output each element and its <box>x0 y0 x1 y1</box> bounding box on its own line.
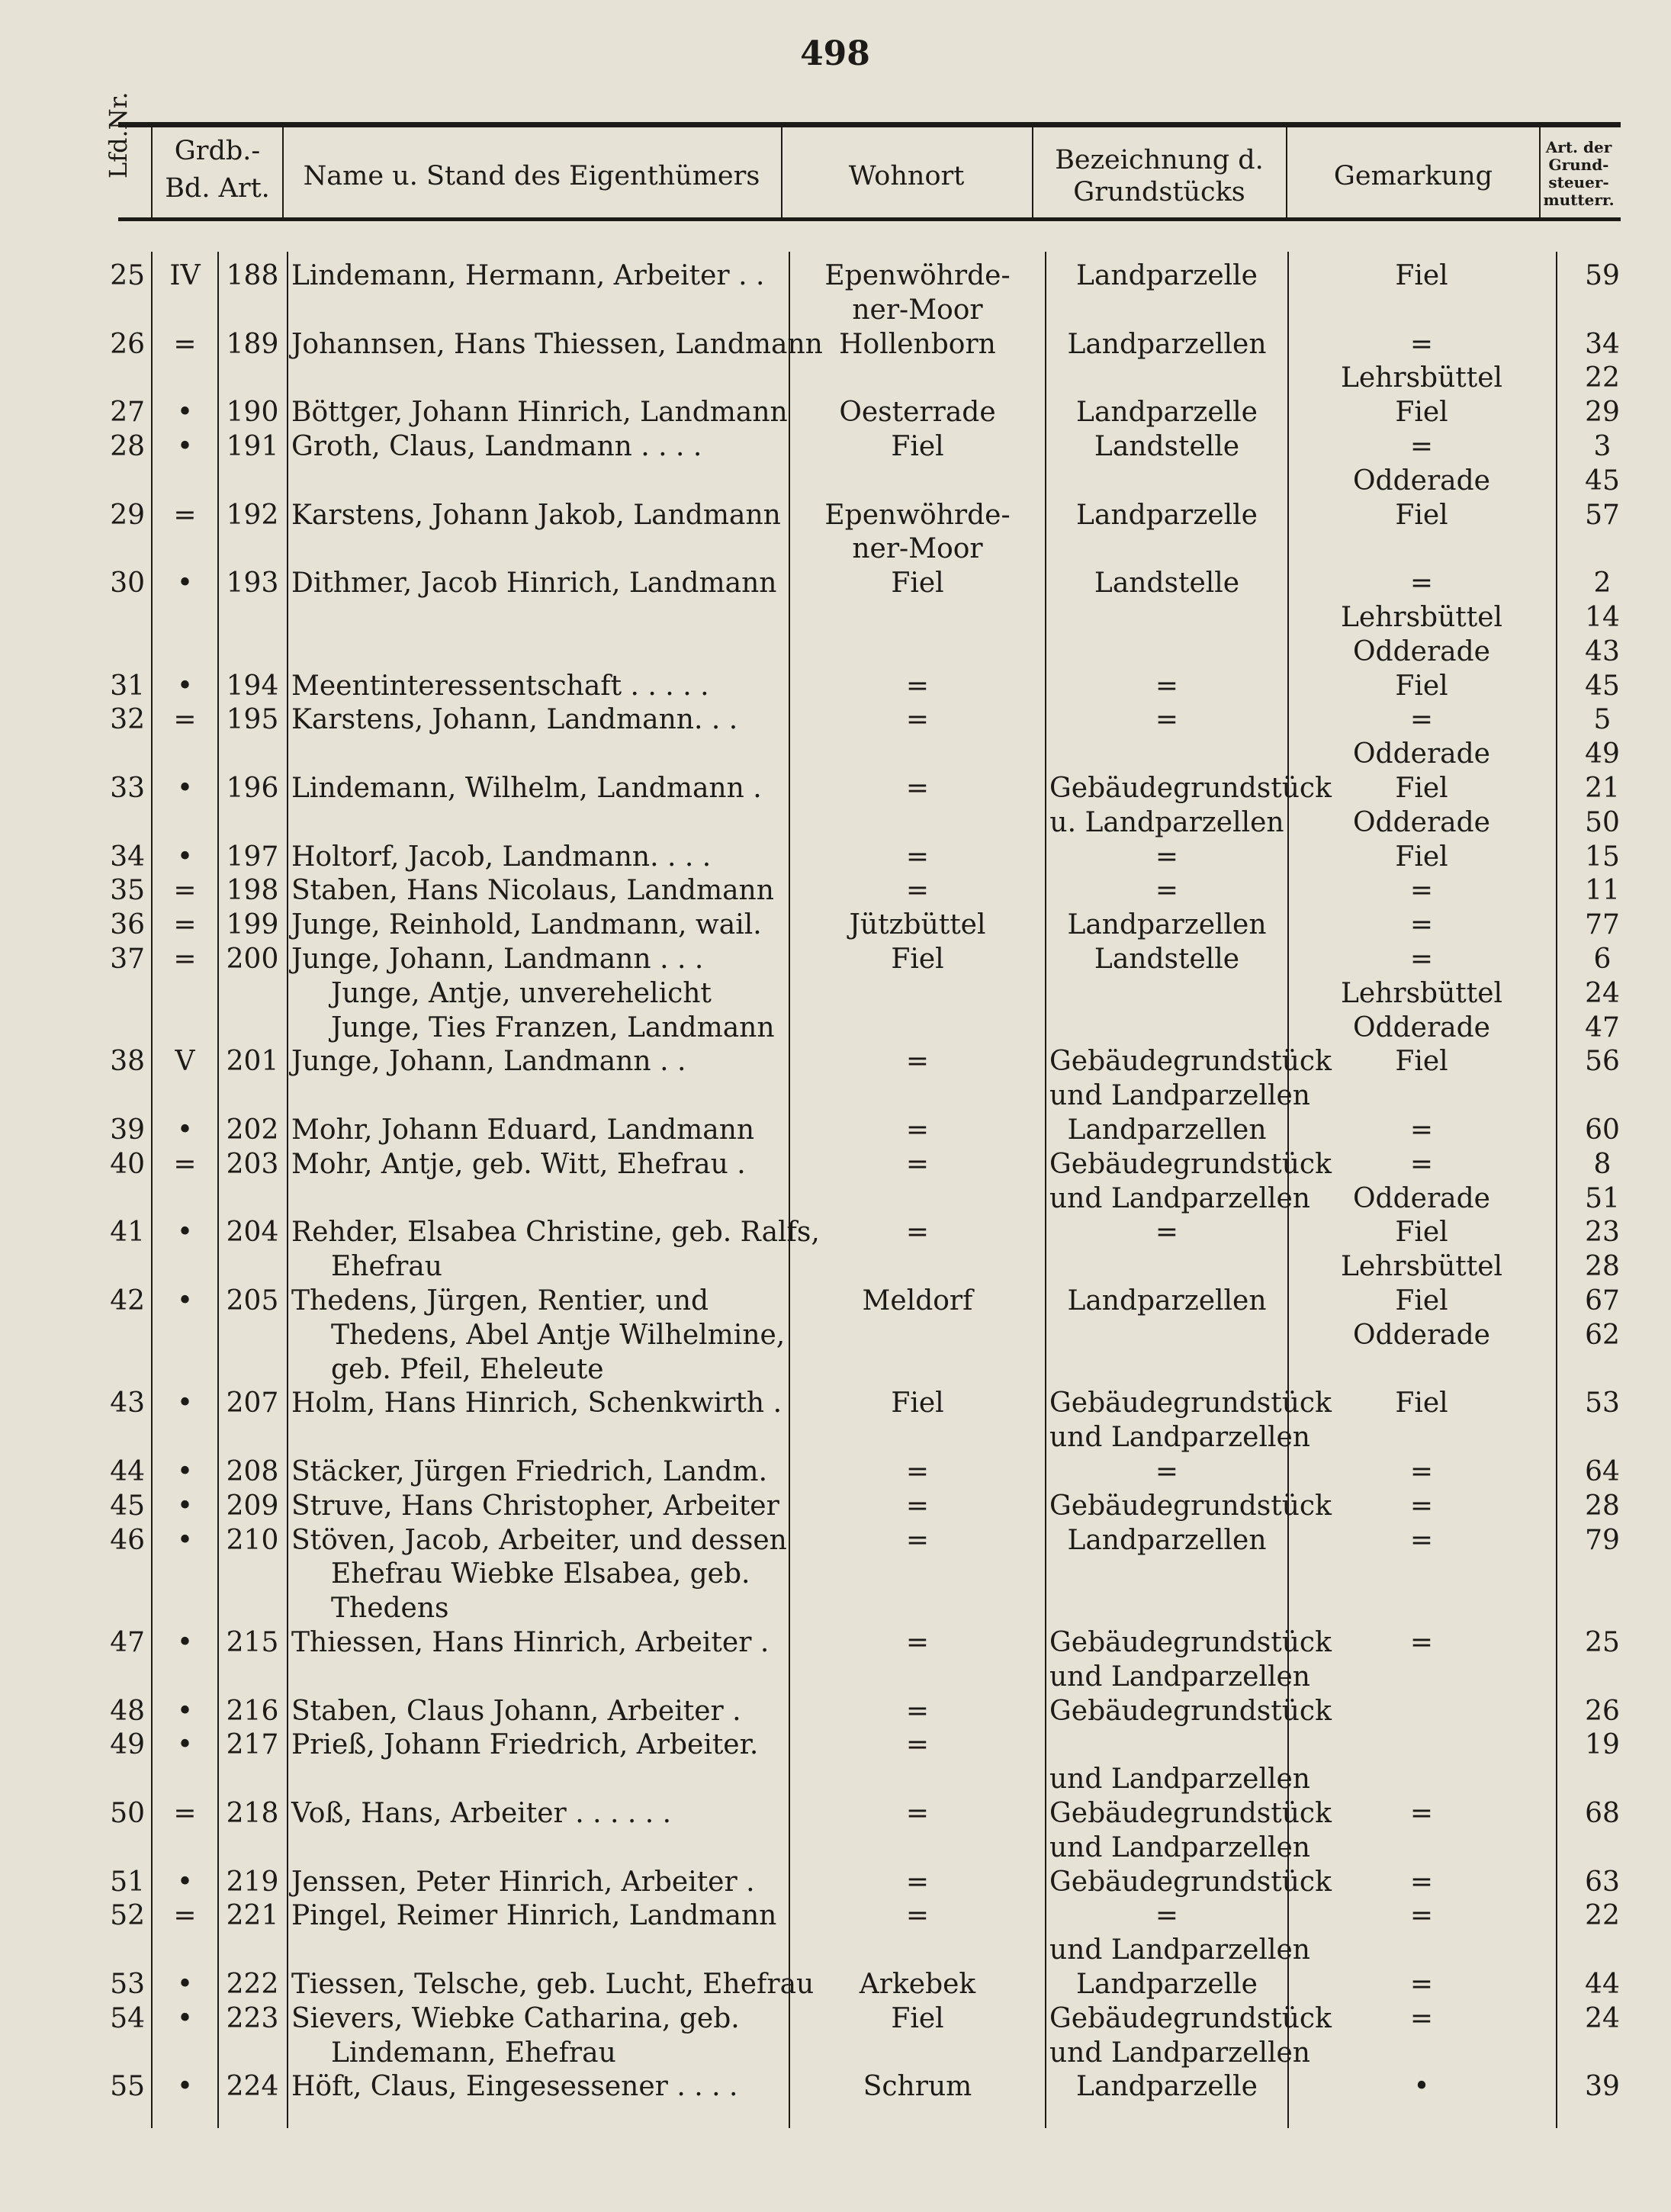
cell-mutterrolle: 19 <box>1585 1729 1620 1761</box>
cell-bezeichnung: Gebäudegrundstück <box>1049 773 1332 804</box>
cell-bezeichnung: und Landparzellen <box>1049 1422 1310 1454</box>
header-bd-art: Bd. Art. <box>165 173 270 204</box>
cell-owner-name: Ehefrau Wiebke Elsabea, geb. <box>331 1558 750 1590</box>
cell-wohnort: Fiel <box>891 567 944 600</box>
header-wohnort: Wohnort <box>848 160 965 191</box>
cell-owner-name: Thiessen, Hans Hinrich, Arbeiter . <box>291 1627 770 1658</box>
cell-gemarkung: = <box>1409 2002 1434 2034</box>
cell-mutterrolle: 64 <box>1585 1456 1620 1487</box>
cell-bezeichnung: Landparzelle <box>1076 260 1258 291</box>
cell-band: IV <box>169 260 201 291</box>
cell-mutterrolle: 60 <box>1585 1114 1620 1146</box>
cell-band: = <box>173 909 197 941</box>
cell-owner-name: Prieß, Johann Friedrich, Arbeiter. <box>291 1729 759 1761</box>
cell-lfd-nr: 34 <box>110 841 145 873</box>
cell-artikel: 224 <box>226 2071 279 2103</box>
cell-mutterrolle: 56 <box>1585 1046 1620 1078</box>
cell-owner-name: Junge, Ties Franzen, Landmann <box>331 1011 775 1043</box>
cell-artikel: 222 <box>226 1969 279 2000</box>
cell-lfd-nr: 44 <box>110 1456 145 1487</box>
cell-artikel: 207 <box>226 1387 279 1419</box>
cell-bezeichnung: Landparzellen <box>1067 328 1267 360</box>
cell-artikel: 202 <box>226 1114 279 1146</box>
cell-bezeichnung: Landparzellen <box>1067 1285 1267 1317</box>
cell-artikel: 189 <box>226 328 279 360</box>
cell-bezeichnung: und Landparzellen <box>1049 1080 1310 1112</box>
cell-wohnort: = <box>905 1456 930 1487</box>
cell-gemarkung: = <box>1409 1524 1434 1556</box>
cell-wohnort: = <box>905 1114 930 1146</box>
cell-mutterrolle: 2 <box>1593 567 1612 600</box>
cell-owner-name: Lindemann, Ehefrau <box>331 2037 616 2069</box>
cell-band: = <box>173 499 197 531</box>
cell-mutterrolle: 5 <box>1593 704 1612 736</box>
cell-wohnort: = <box>905 1729 930 1761</box>
cell-mutterrolle: 22 <box>1585 362 1620 394</box>
cell-lfd-nr: 45 <box>110 1490 145 1522</box>
cell-band: • <box>176 397 194 429</box>
cell-gemarkung: Fiel <box>1395 841 1448 873</box>
cell-artikel: 193 <box>226 567 279 600</box>
cell-mutterrolle: 53 <box>1585 1387 1620 1419</box>
cell-bezeichnung: Gebäudegrundstück <box>1049 1046 1332 1078</box>
cell-owner-name: geb. Pfeil, Eheleute <box>331 1353 604 1385</box>
cell-bezeichnung: Landparzellen <box>1067 1524 1267 1556</box>
cell-bezeichnung: = <box>1155 841 1179 873</box>
cell-band: • <box>176 431 194 462</box>
cell-band: • <box>176 1729 194 1761</box>
cell-lfd-nr: 33 <box>110 773 145 804</box>
cell-artikel: 191 <box>226 431 279 462</box>
cell-gemarkung: = <box>1409 328 1434 360</box>
cell-mutterrolle: 62 <box>1585 1319 1620 1351</box>
cell-owner-name: Staben, Claus Johann, Arbeiter . <box>291 1695 741 1727</box>
cell-owner-name: Staben, Hans Nicolaus, Landmann <box>291 875 774 907</box>
cell-lfd-nr: 25 <box>110 260 145 291</box>
cell-gemarkung: Odderade <box>1353 1319 1490 1351</box>
cell-mutterrolle: 11 <box>1585 875 1620 907</box>
cell-artikel: 190 <box>226 397 279 429</box>
cell-artikel: 194 <box>226 670 279 702</box>
cell-owner-name: Struve, Hans Christopher, Arbeiter <box>291 1490 779 1522</box>
header-grdb: Grdb.- <box>174 136 261 166</box>
cell-artikel: 195 <box>226 704 279 736</box>
cell-wohnort: = <box>905 670 930 702</box>
cell-wohnort: = <box>905 1148 930 1180</box>
cell-lfd-nr: 47 <box>110 1627 145 1658</box>
cell-gemarkung: Fiel <box>1395 1046 1448 1078</box>
header-bezeichnung: Bezeichnung d. Grundstücks <box>1055 144 1264 207</box>
cell-lfd-nr: 40 <box>110 1148 145 1180</box>
cell-bezeichnung: Landstelle <box>1094 431 1240 462</box>
cell-bezeichnung: Landstelle <box>1094 944 1240 975</box>
cell-lfd-nr: 37 <box>110 944 145 975</box>
cell-bezeichnung: = <box>1155 704 1179 736</box>
cell-wohnort: ner-Moor <box>852 294 983 326</box>
cell-gemarkung: = <box>1409 704 1434 736</box>
cell-lfd-nr: 53 <box>110 1969 145 2000</box>
cell-band: = <box>173 1798 197 1829</box>
cell-wohnort: Epenwöhrde- <box>824 499 1011 531</box>
cell-lfd-nr: 43 <box>110 1387 145 1419</box>
cell-lfd-nr: 55 <box>110 2071 145 2103</box>
cell-mutterrolle: 47 <box>1585 1011 1620 1043</box>
cell-gemarkung: Fiel <box>1395 1387 1448 1419</box>
cell-gemarkung: Fiel <box>1395 1285 1448 1317</box>
cell-mutterrolle: 21 <box>1585 773 1620 804</box>
cell-gemarkung: = <box>1409 1969 1434 2000</box>
cell-bezeichnung: und Landparzellen <box>1049 2037 1310 2069</box>
cell-band: • <box>176 1695 194 1727</box>
cell-owner-name: Karstens, Johann Jakob, Landmann <box>291 499 781 531</box>
cell-gemarkung: Fiel <box>1395 670 1448 702</box>
cell-band: = <box>173 328 197 360</box>
header-name: Name u. Stand des Eigenthümers <box>303 160 760 191</box>
cell-owner-name: Junge, Reinhold, Landmann, wail. <box>291 909 762 941</box>
cell-mutterrolle: 45 <box>1585 465 1620 497</box>
cell-lfd-nr: 50 <box>110 1798 145 1829</box>
cell-artikel: 223 <box>226 2002 279 2034</box>
cell-bezeichnung: Landstelle <box>1094 567 1240 600</box>
cell-bezeichnung: Landparzellen <box>1067 1114 1267 1146</box>
cell-bezeichnung: Landparzellen <box>1067 909 1267 941</box>
cell-bezeichnung: Gebäudegrundstück <box>1049 1148 1332 1180</box>
cell-artikel: 188 <box>226 260 279 291</box>
cell-wohnort: = <box>905 1046 930 1078</box>
cell-owner-name: Groth, Claus, Landmann . . . . <box>291 431 702 462</box>
cell-gemarkung: Odderade <box>1353 1011 1490 1043</box>
cell-band: • <box>176 670 194 702</box>
cell-mutterrolle: 22 <box>1585 1900 1620 1932</box>
cell-wohnort: = <box>905 875 930 907</box>
cell-lfd-nr: 31 <box>110 670 145 702</box>
cell-owner-name: Mohr, Antje, geb. Witt, Ehefrau . <box>291 1148 746 1180</box>
cell-gemarkung: = <box>1409 1900 1434 1932</box>
cell-wohnort: Oesterrade <box>839 397 996 429</box>
cell-gemarkung: = <box>1409 1114 1434 1146</box>
cell-mutterrolle: 51 <box>1585 1182 1620 1214</box>
cell-wohnort: = <box>905 1627 930 1658</box>
header-lfd-nr: Lfd.Nr. <box>104 92 133 178</box>
cell-owner-name: Junge, Johann, Landmann . . . <box>291 944 704 975</box>
cell-wohnort: = <box>905 841 930 873</box>
cell-lfd-nr: 52 <box>110 1900 145 1932</box>
cell-band: • <box>176 841 194 873</box>
cell-lfd-nr: 41 <box>110 1217 145 1249</box>
cell-owner-name: Pingel, Reimer Hinrich, Landmann <box>291 1900 777 1932</box>
cell-gemarkung: = <box>1409 431 1434 462</box>
cell-bezeichnung: Gebäudegrundstück <box>1049 1695 1332 1727</box>
cell-wohnort: = <box>905 704 930 736</box>
cell-mutterrolle: 23 <box>1585 1217 1620 1249</box>
cell-gemarkung: = <box>1409 875 1434 907</box>
cell-bezeichnung: und Landparzellen <box>1049 1763 1310 1796</box>
cell-owner-name: Junge, Johann, Landmann . . <box>291 1046 686 1078</box>
cell-bezeichnung: Gebäudegrundstück <box>1049 1798 1332 1829</box>
cell-bezeichnung: u. Landparzellen <box>1049 806 1284 838</box>
page-number: 498 <box>800 34 870 73</box>
header-gemarkung: Gemarkung <box>1333 160 1493 191</box>
header-art-mutterrolle: Art. der Grund-steuer-mutterr. <box>1543 137 1615 209</box>
cell-mutterrolle: 26 <box>1585 1695 1620 1727</box>
cell-mutterrolle: 45 <box>1585 670 1620 702</box>
cell-wohnort: = <box>905 1900 930 1932</box>
cell-owner-name: Lindemann, Wilhelm, Landmann . <box>291 773 762 804</box>
cell-band: V <box>175 1046 195 1078</box>
cell-bezeichnung: Gebäudegrundstück <box>1049 1866 1332 1898</box>
cell-mutterrolle: 43 <box>1585 635 1620 667</box>
cell-gemarkung: Lehrsbüttel <box>1340 977 1503 1009</box>
cell-band: • <box>176 2002 194 2034</box>
cell-artikel: 204 <box>226 1217 279 1249</box>
cell-gemarkung: Lehrsbüttel <box>1340 1251 1503 1283</box>
cell-owner-name: Meentinteressentschaft . . . . . <box>291 670 709 702</box>
cell-mutterrolle: 3 <box>1593 431 1612 462</box>
cell-bezeichnung: und Landparzellen <box>1049 1831 1310 1863</box>
cell-lfd-nr: 35 <box>110 875 145 907</box>
cell-lfd-nr: 27 <box>110 397 145 429</box>
cell-band: = <box>173 704 197 736</box>
cell-bezeichnung: Landparzelle <box>1076 1969 1258 2000</box>
cell-mutterrolle: 50 <box>1585 806 1620 838</box>
cell-bezeichnung: = <box>1155 670 1179 702</box>
cell-lfd-nr: 54 <box>110 2002 145 2034</box>
cell-gemarkung: = <box>1409 1490 1434 1522</box>
cell-wohnort: ner-Moor <box>852 533 983 565</box>
cell-lfd-nr: 38 <box>110 1046 145 1078</box>
cell-gemarkung: • <box>1413 2071 1430 2103</box>
cell-artikel: 196 <box>226 773 279 804</box>
cell-artikel: 200 <box>226 944 279 975</box>
cell-gemarkung: Fiel <box>1395 499 1448 531</box>
cell-band: • <box>176 1285 194 1317</box>
cell-band: = <box>173 875 197 907</box>
cell-band: • <box>176 567 194 600</box>
cell-mutterrolle: 77 <box>1585 909 1620 941</box>
cell-gemarkung: Odderade <box>1353 1182 1490 1214</box>
cell-artikel: 219 <box>226 1866 279 1898</box>
cell-mutterrolle: 63 <box>1585 1866 1620 1898</box>
cell-owner-name: Stäcker, Jürgen Friedrich, Landm. <box>291 1456 768 1487</box>
cell-owner-name: Ehefrau <box>331 1251 442 1283</box>
cell-gemarkung: = <box>1409 1798 1434 1829</box>
cell-mutterrolle: 57 <box>1585 499 1620 531</box>
cell-mutterrolle: 28 <box>1585 1251 1620 1283</box>
cell-mutterrolle: 6 <box>1593 944 1612 975</box>
cell-bezeichnung: und Landparzellen <box>1049 1934 1310 1966</box>
cell-wohnort: Fiel <box>891 431 944 462</box>
cell-band: • <box>176 1114 194 1146</box>
cell-mutterrolle: 79 <box>1585 1524 1620 1556</box>
cell-band: = <box>173 1900 197 1932</box>
cell-lfd-nr: 36 <box>110 909 145 941</box>
cell-lfd-nr: 46 <box>110 1524 145 1556</box>
cell-artikel: 217 <box>226 1729 279 1761</box>
cell-band: • <box>176 1387 194 1419</box>
cell-bezeichnung: = <box>1155 1900 1179 1932</box>
cell-lfd-nr: 42 <box>110 1285 145 1317</box>
cell-wohnort: Arkebek <box>859 1969 976 2000</box>
cell-wohnort: = <box>905 1866 930 1898</box>
cell-owner-name: Thedens, Abel Antje Wilhelmine, <box>331 1319 786 1351</box>
cell-wohnort: = <box>905 1524 930 1556</box>
cell-mutterrolle: 68 <box>1585 1798 1620 1829</box>
cell-artikel: 216 <box>226 1695 279 1727</box>
cell-owner-name: Junge, Antje, unverehelicht <box>331 977 712 1009</box>
cell-gemarkung: Fiel <box>1395 1217 1448 1249</box>
cell-owner-name: Mohr, Johann Eduard, Landmann <box>291 1114 755 1146</box>
cell-owner-name: Johannsen, Hans Thiessen, Landmann <box>291 328 823 360</box>
cell-bezeichnung: Landparzelle <box>1076 2071 1258 2103</box>
cell-lfd-nr: 39 <box>110 1114 145 1146</box>
cell-mutterrolle: 24 <box>1585 2002 1620 2034</box>
cell-band: • <box>176 1456 194 1487</box>
cell-artikel: 221 <box>226 1900 279 1932</box>
cell-artikel: 197 <box>226 841 279 873</box>
cell-owner-name: Böttger, Johann Hinrich, Landmann <box>291 397 788 429</box>
cell-lfd-nr: 51 <box>110 1866 145 1898</box>
cell-gemarkung: Fiel <box>1395 260 1448 291</box>
cell-bezeichnung: Landparzelle <box>1076 499 1258 531</box>
cell-owner-name: Höft, Claus, Eingesessener . . . . <box>291 2071 738 2103</box>
cell-band: • <box>176 1524 194 1556</box>
cell-lfd-nr: 49 <box>110 1729 145 1761</box>
cell-artikel: 201 <box>226 1046 279 1078</box>
cell-wohnort: = <box>905 1217 930 1249</box>
cell-wohnort: Fiel <box>891 1387 944 1419</box>
cell-gemarkung: Odderade <box>1353 465 1490 497</box>
cell-mutterrolle: 28 <box>1585 1490 1620 1522</box>
cell-bezeichnung: Gebäudegrundstück <box>1049 2002 1332 2034</box>
cell-mutterrolle: 25 <box>1585 1627 1620 1658</box>
cell-bezeichnung: Gebäudegrundstück <box>1049 1387 1332 1419</box>
cell-artikel: 215 <box>226 1627 279 1658</box>
cell-lfd-nr: 28 <box>110 431 145 462</box>
cell-bezeichnung: = <box>1155 1217 1179 1249</box>
cell-artikel: 203 <box>226 1148 279 1180</box>
cell-owner-name: Lindemann, Hermann, Arbeiter . . <box>291 260 765 291</box>
cell-owner-name: Rehder, Elsabea Christine, geb. Ralfs, <box>291 1217 820 1249</box>
cell-wohnort: Hollenborn <box>839 328 996 360</box>
cell-lfd-nr: 48 <box>110 1695 145 1727</box>
cell-lfd-nr: 26 <box>110 328 145 360</box>
cell-gemarkung: = <box>1409 1627 1434 1658</box>
cell-bezeichnung: und Landparzellen <box>1049 1661 1310 1693</box>
cell-artikel: 198 <box>226 875 279 907</box>
cell-mutterrolle: 29 <box>1585 397 1620 429</box>
cell-owner-name: Tiessen, Telsche, geb. Lucht, Ehefrau <box>291 1969 815 2000</box>
cell-artikel: 199 <box>226 909 279 941</box>
cell-band: • <box>176 2071 194 2103</box>
cell-owner-name: Thedens, Jürgen, Rentier, und <box>291 1285 709 1317</box>
cell-wohnort: Schrum <box>863 2071 972 2103</box>
cell-mutterrolle: 39 <box>1585 2071 1620 2103</box>
cell-wohnort: = <box>905 773 930 804</box>
cell-gemarkung: Fiel <box>1395 773 1448 804</box>
cell-bezeichnung: Gebäudegrundstück <box>1049 1490 1332 1522</box>
cell-bezeichnung: = <box>1155 1456 1179 1487</box>
cell-lfd-nr: 29 <box>110 499 145 531</box>
cell-mutterrolle: 67 <box>1585 1285 1620 1317</box>
cell-mutterrolle: 14 <box>1585 602 1620 633</box>
cell-mutterrolle: 15 <box>1585 841 1620 873</box>
cell-artikel: 208 <box>226 1456 279 1487</box>
cell-gemarkung: = <box>1409 567 1434 600</box>
cell-wohnort: Jützbüttel <box>849 909 986 941</box>
cell-lfd-nr: 32 <box>110 704 145 736</box>
cell-mutterrolle: 8 <box>1593 1148 1612 1180</box>
cell-owner-name: Dithmer, Jacob Hinrich, Landmann <box>291 567 777 600</box>
cell-gemarkung: = <box>1409 944 1434 975</box>
cell-owner-name: Holtorf, Jacob, Landmann. . . . <box>291 841 712 873</box>
cell-band: = <box>173 1148 197 1180</box>
cell-band: • <box>176 773 194 804</box>
cell-bezeichnung: und Landparzellen <box>1049 1182 1310 1214</box>
cell-gemarkung: Fiel <box>1395 397 1448 429</box>
cell-bezeichnung: Gebäudegrundstück <box>1049 1627 1332 1658</box>
cell-owner-name: Jenssen, Peter Hinrich, Arbeiter . <box>291 1866 755 1898</box>
cell-artikel: 192 <box>226 499 279 531</box>
cell-gemarkung: Lehrsbüttel <box>1340 602 1503 633</box>
cell-band: • <box>176 1866 194 1898</box>
cell-band: • <box>176 1969 194 2000</box>
cell-band: • <box>176 1217 194 1249</box>
cell-owner-name: Karstens, Johann, Landmann. . . <box>291 704 738 736</box>
cell-band: = <box>173 944 197 975</box>
cell-owner-name: Holm, Hans Hinrich, Schenkwirth . <box>291 1387 782 1419</box>
cell-mutterrolle: 59 <box>1585 260 1620 291</box>
cell-wohnort: = <box>905 1798 930 1829</box>
cell-gemarkung: Odderade <box>1353 635 1490 667</box>
cell-bezeichnung: = <box>1155 875 1179 907</box>
cell-mutterrolle: 44 <box>1585 1969 1620 2000</box>
cell-artikel: 205 <box>226 1285 279 1317</box>
cell-wohnort: = <box>905 1695 930 1727</box>
cell-owner-name: Thedens <box>331 1593 449 1625</box>
cell-lfd-nr: 30 <box>110 567 145 600</box>
cell-gemarkung: = <box>1409 1456 1434 1487</box>
cell-gemarkung: Lehrsbüttel <box>1340 362 1503 394</box>
cell-gemarkung: Odderade <box>1353 738 1490 770</box>
cell-gemarkung: = <box>1409 1148 1434 1180</box>
cell-mutterrolle: 34 <box>1585 328 1620 360</box>
cell-mutterrolle: 24 <box>1585 977 1620 1009</box>
cell-artikel: 209 <box>226 1490 279 1522</box>
cell-gemarkung: Odderade <box>1353 806 1490 838</box>
cell-owner-name: Stöven, Jacob, Arbeiter, und dessen <box>291 1524 787 1556</box>
cell-wohnort: = <box>905 1490 930 1522</box>
cell-gemarkung: = <box>1409 909 1434 941</box>
cell-wohnort: Fiel <box>891 2002 944 2034</box>
cell-band: • <box>176 1627 194 1658</box>
cell-owner-name: Voß, Hans, Arbeiter . . . . . . <box>291 1798 672 1829</box>
cell-artikel: 218 <box>226 1798 279 1829</box>
cell-mutterrolle: 49 <box>1585 738 1620 770</box>
cell-gemarkung: = <box>1409 1866 1434 1898</box>
cell-wohnort: Fiel <box>891 944 944 975</box>
cell-wohnort: Meldorf <box>862 1285 973 1317</box>
cell-bezeichnung: Landparzelle <box>1076 397 1258 429</box>
cell-owner-name: Sievers, Wiebke Catharina, geb. <box>291 2002 740 2034</box>
cell-artikel: 210 <box>226 1524 279 1556</box>
cell-band: • <box>176 1490 194 1522</box>
cell-wohnort: Epenwöhrde- <box>824 260 1011 291</box>
